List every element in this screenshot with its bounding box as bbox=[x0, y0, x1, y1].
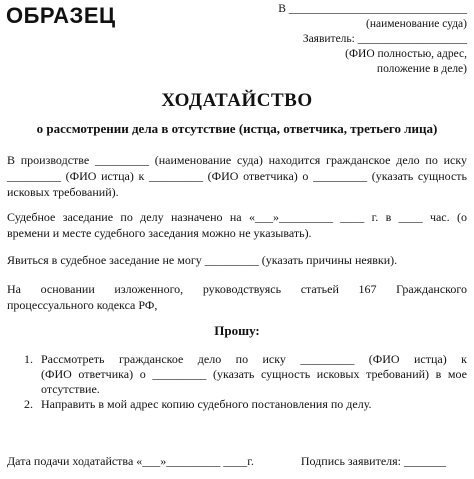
court-hint: (наименование суда) bbox=[366, 18, 467, 30]
request-2-line-1: Направить в мой адрес копию судебного постановления по делу. bbox=[41, 397, 372, 411]
applicant-hint-2: положение в деле) bbox=[376, 63, 467, 75]
request-1-number: 1. bbox=[24, 352, 33, 366]
sample-stamp: ОБРАЗЕЦ bbox=[6, 3, 116, 28]
paragraph-4-line-1: На основании изложенного, руководствуясь статьей 167 Гражданского bbox=[7, 282, 467, 296]
request-2-number: 2. bbox=[24, 397, 33, 411]
applicant-signature: Подпись заявителя: _______ bbox=[300, 454, 446, 468]
request-1-line-2: (ФИО ответчика) о _________ (указать сущность исковых требований) в мое bbox=[41, 367, 467, 381]
request-1-line-1: Рассмотреть гражданское дело по иску _________ (ФИО истца) к bbox=[41, 352, 467, 366]
paragraph-4-line-2: процессуального кодекса РФ, bbox=[7, 298, 158, 312]
request-1-line-3: отсутствие. bbox=[41, 382, 100, 396]
paragraph-1-line-2: _________ (ФИО истца) к _________ (ФИО ответчика) о _________ (указать сущность bbox=[7, 169, 467, 183]
court-line: В _______________________________ bbox=[278, 3, 467, 15]
paragraph-2-line-1: Судебное заседание по делу назначено на «___»_________ ____ г. в ____ час. (о bbox=[7, 210, 467, 224]
applicant-hint-1: (ФИО полностью, адрес, bbox=[345, 48, 467, 60]
paragraph-2-line-2: времени и месте судебного заседания можно не указывать). bbox=[7, 226, 312, 240]
document-title: ХОДАТАЙСТВО bbox=[161, 90, 313, 111]
request-heading: Прошу: bbox=[214, 323, 260, 338]
paragraph-1-line-1: В производстве _________ (наименование суда) находится гражданское дело по иску bbox=[7, 153, 467, 167]
filing-date: Дата подачи ходатайства «___»_________ ____г. bbox=[7, 454, 254, 468]
paragraph-1-line-3: исковых требований). bbox=[7, 185, 119, 199]
document-subtitle: о рассмотрении дела в отсутствие (истца, ответчика, третьего лица) bbox=[36, 121, 438, 136]
paragraph-3-line-1: Явиться в судебное заседание не могу _________ (указать причины неявки). bbox=[7, 253, 398, 267]
applicant-line: Заявитель: ___________________ bbox=[302, 33, 467, 45]
